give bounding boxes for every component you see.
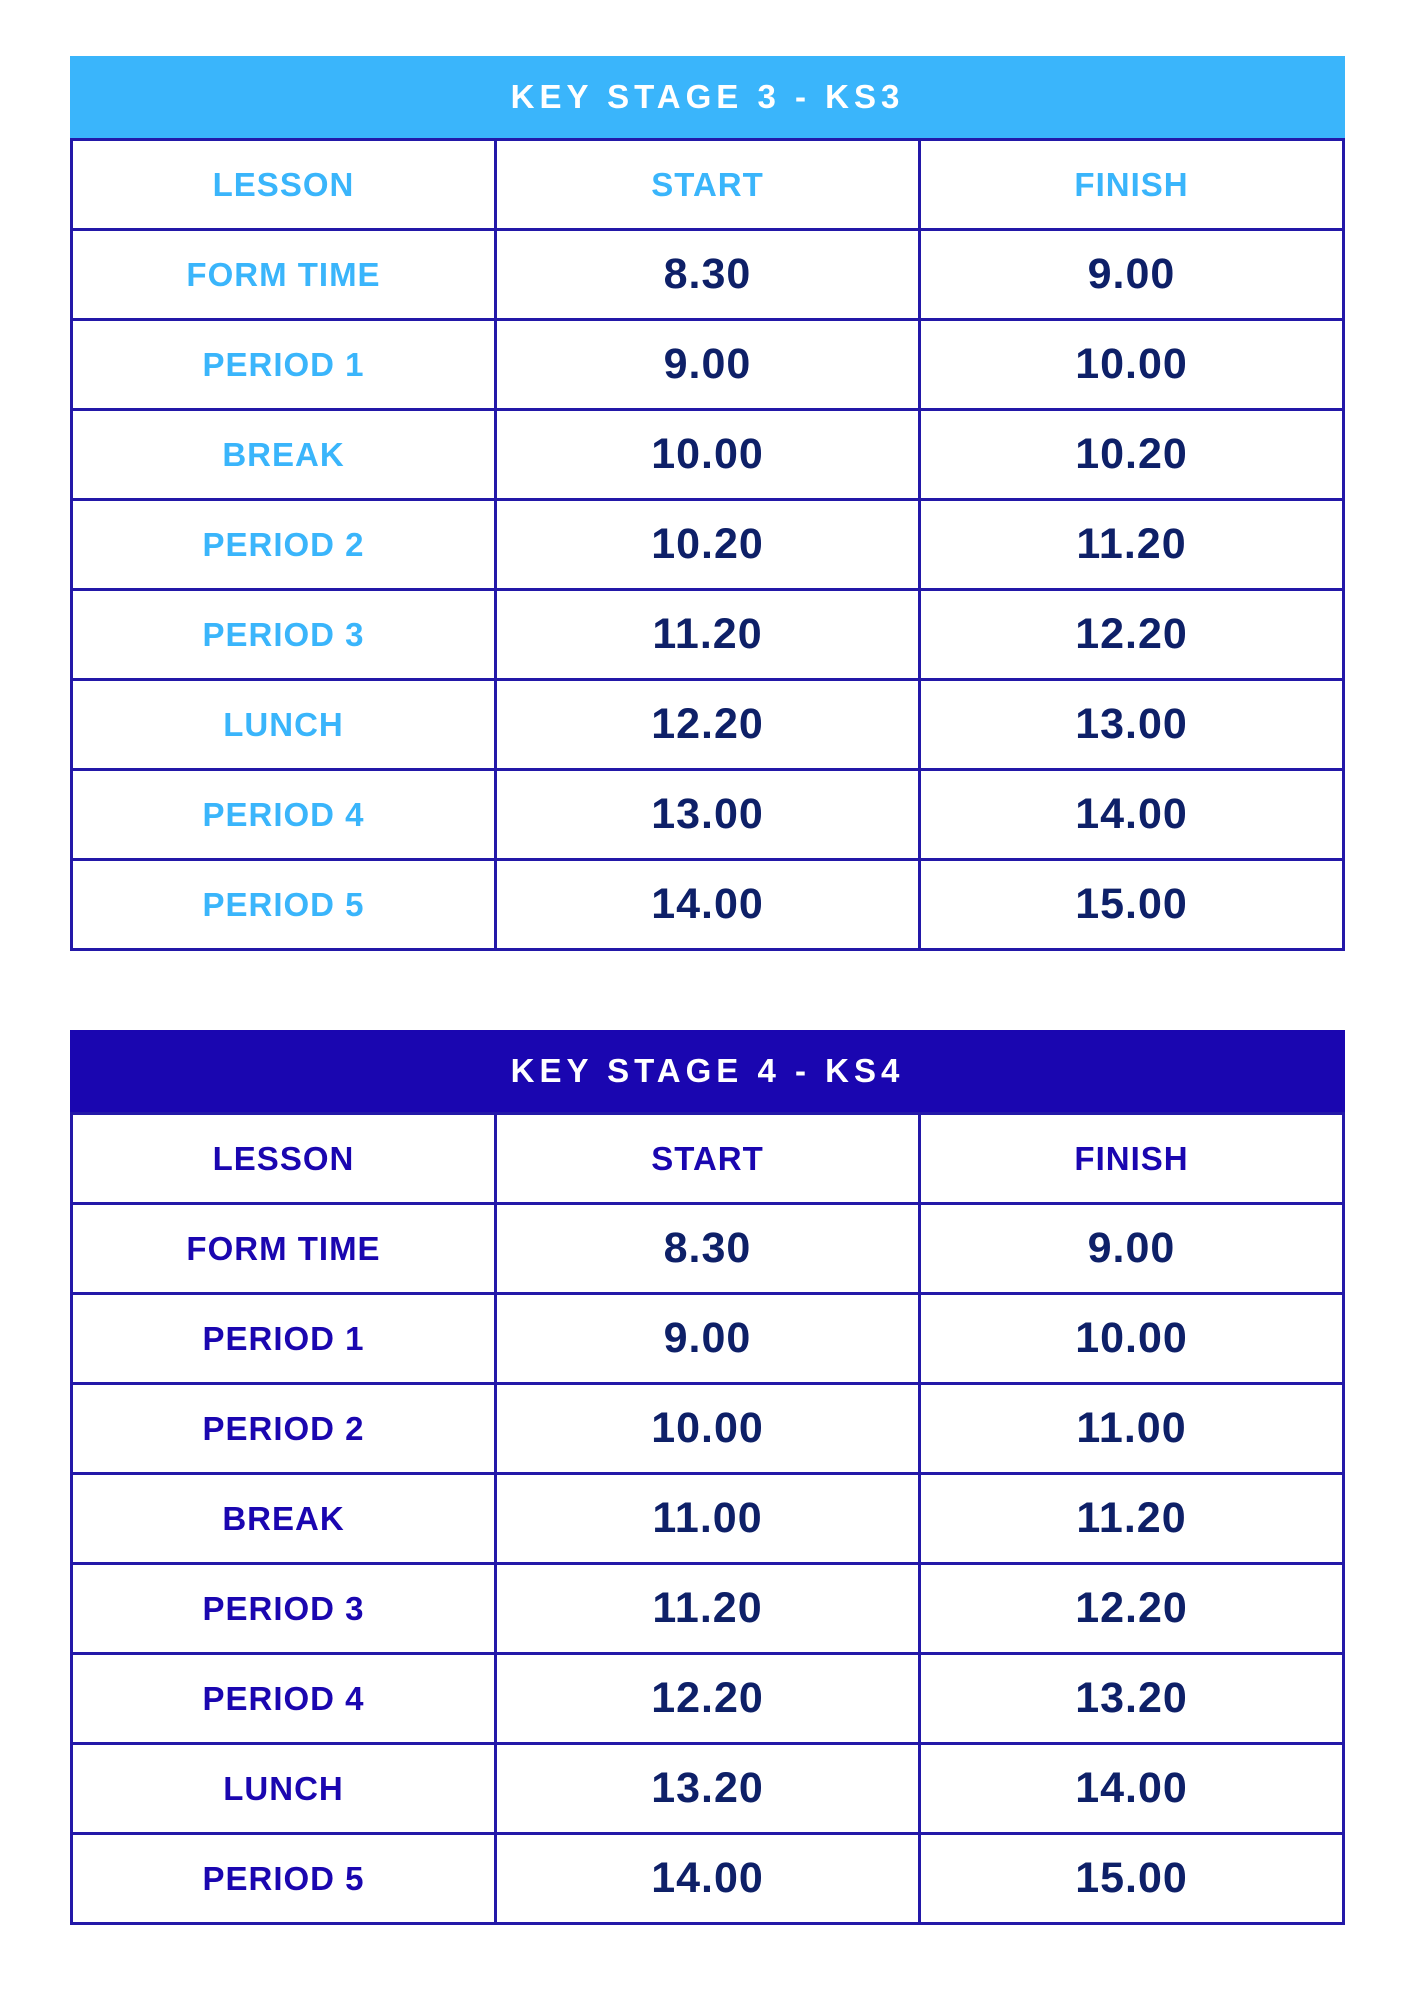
lesson-cell: PERIOD 4 [72, 770, 496, 860]
finish-time-cell: 10.00 [920, 1294, 1344, 1384]
lesson-cell: LUNCH [72, 1744, 496, 1834]
start-time-cell: 13.20 [496, 1744, 920, 1834]
finish-time-cell: 15.00 [920, 860, 1344, 950]
ks4-timetable [70, 1030, 1345, 1925]
table-row [72, 680, 1344, 770]
lesson-cell: PERIOD 5 [72, 1834, 496, 1924]
lesson-cell: PERIOD 3 [72, 590, 496, 680]
ks3-title: KEY STAGE 3 - KS3 [510, 78, 905, 115]
lesson-cell: PERIOD 1 [72, 320, 496, 410]
finish-time-cell: 11.20 [920, 1474, 1344, 1564]
table-row [72, 860, 1344, 950]
table-row [72, 590, 1344, 680]
finish-time-cell: 10.00 [920, 320, 1344, 410]
ks3-table [70, 138, 1345, 951]
column-header-finish: FINISH [920, 1114, 1344, 1204]
lesson-cell: PERIOD 1 [72, 1294, 496, 1384]
start-time-cell: 8.30 [496, 230, 920, 320]
ks4-title: KEY STAGE 4 - KS4 [510, 1052, 905, 1089]
start-time-cell: 11.20 [496, 590, 920, 680]
table-row [72, 1294, 1344, 1384]
ks3-timetable [70, 56, 1345, 951]
table-header-row [72, 1114, 1344, 1204]
ks4-table [70, 1112, 1345, 1925]
lesson-cell: FORM TIME [72, 230, 496, 320]
start-time-cell: 14.00 [496, 860, 920, 950]
column-header-lesson: LESSON [72, 140, 496, 230]
lesson-cell: PERIOD 5 [72, 860, 496, 950]
start-time-cell: 11.20 [496, 1564, 920, 1654]
start-time-cell: 14.00 [496, 1834, 920, 1924]
lesson-cell: PERIOD 2 [72, 500, 496, 590]
finish-time-cell: 13.00 [920, 680, 1344, 770]
table-row [72, 500, 1344, 590]
finish-time-cell: 15.00 [920, 1834, 1344, 1924]
table-row [72, 770, 1344, 860]
lesson-cell: FORM TIME [72, 1204, 496, 1294]
column-header-start: START [496, 1114, 920, 1204]
finish-time-cell: 12.20 [920, 590, 1344, 680]
column-header-lesson: LESSON [72, 1114, 496, 1204]
table-row [72, 410, 1344, 500]
finish-time-cell: 10.20 [920, 410, 1344, 500]
table-row [72, 320, 1344, 410]
finish-time-cell: 11.00 [920, 1384, 1344, 1474]
table-row [72, 1834, 1344, 1924]
table-row [72, 1474, 1344, 1564]
lesson-cell: BREAK [72, 1474, 496, 1564]
finish-time-cell: 13.20 [920, 1654, 1344, 1744]
column-header-finish: FINISH [920, 140, 1344, 230]
table-header-row [72, 140, 1344, 230]
finish-time-cell: 9.00 [920, 1204, 1344, 1294]
start-time-cell: 12.20 [496, 1654, 920, 1744]
start-time-cell: 9.00 [496, 320, 920, 410]
start-time-cell: 10.20 [496, 500, 920, 590]
lesson-cell: PERIOD 4 [72, 1654, 496, 1744]
table-row [72, 230, 1344, 320]
lesson-cell: PERIOD 2 [72, 1384, 496, 1474]
lesson-cell: PERIOD 3 [72, 1564, 496, 1654]
start-time-cell: 12.20 [496, 680, 920, 770]
start-time-cell: 10.00 [496, 410, 920, 500]
finish-time-cell: 12.20 [920, 1564, 1344, 1654]
lesson-cell: LUNCH [72, 680, 496, 770]
table-row [72, 1564, 1344, 1654]
table-row [72, 1654, 1344, 1744]
start-time-cell: 9.00 [496, 1294, 920, 1384]
ks3-title-bar [70, 56, 1345, 138]
ks4-title-bar [70, 1030, 1345, 1112]
finish-time-cell: 14.00 [920, 770, 1344, 860]
table-row [72, 1204, 1344, 1294]
finish-time-cell: 9.00 [920, 230, 1344, 320]
finish-time-cell: 14.00 [920, 1744, 1344, 1834]
column-header-start: START [496, 140, 920, 230]
table-row [72, 1384, 1344, 1474]
start-time-cell: 8.30 [496, 1204, 920, 1294]
lesson-cell: BREAK [72, 410, 496, 500]
start-time-cell: 11.00 [496, 1474, 920, 1564]
start-time-cell: 13.00 [496, 770, 920, 860]
start-time-cell: 10.00 [496, 1384, 920, 1474]
finish-time-cell: 11.20 [920, 500, 1344, 590]
table-row [72, 1744, 1344, 1834]
